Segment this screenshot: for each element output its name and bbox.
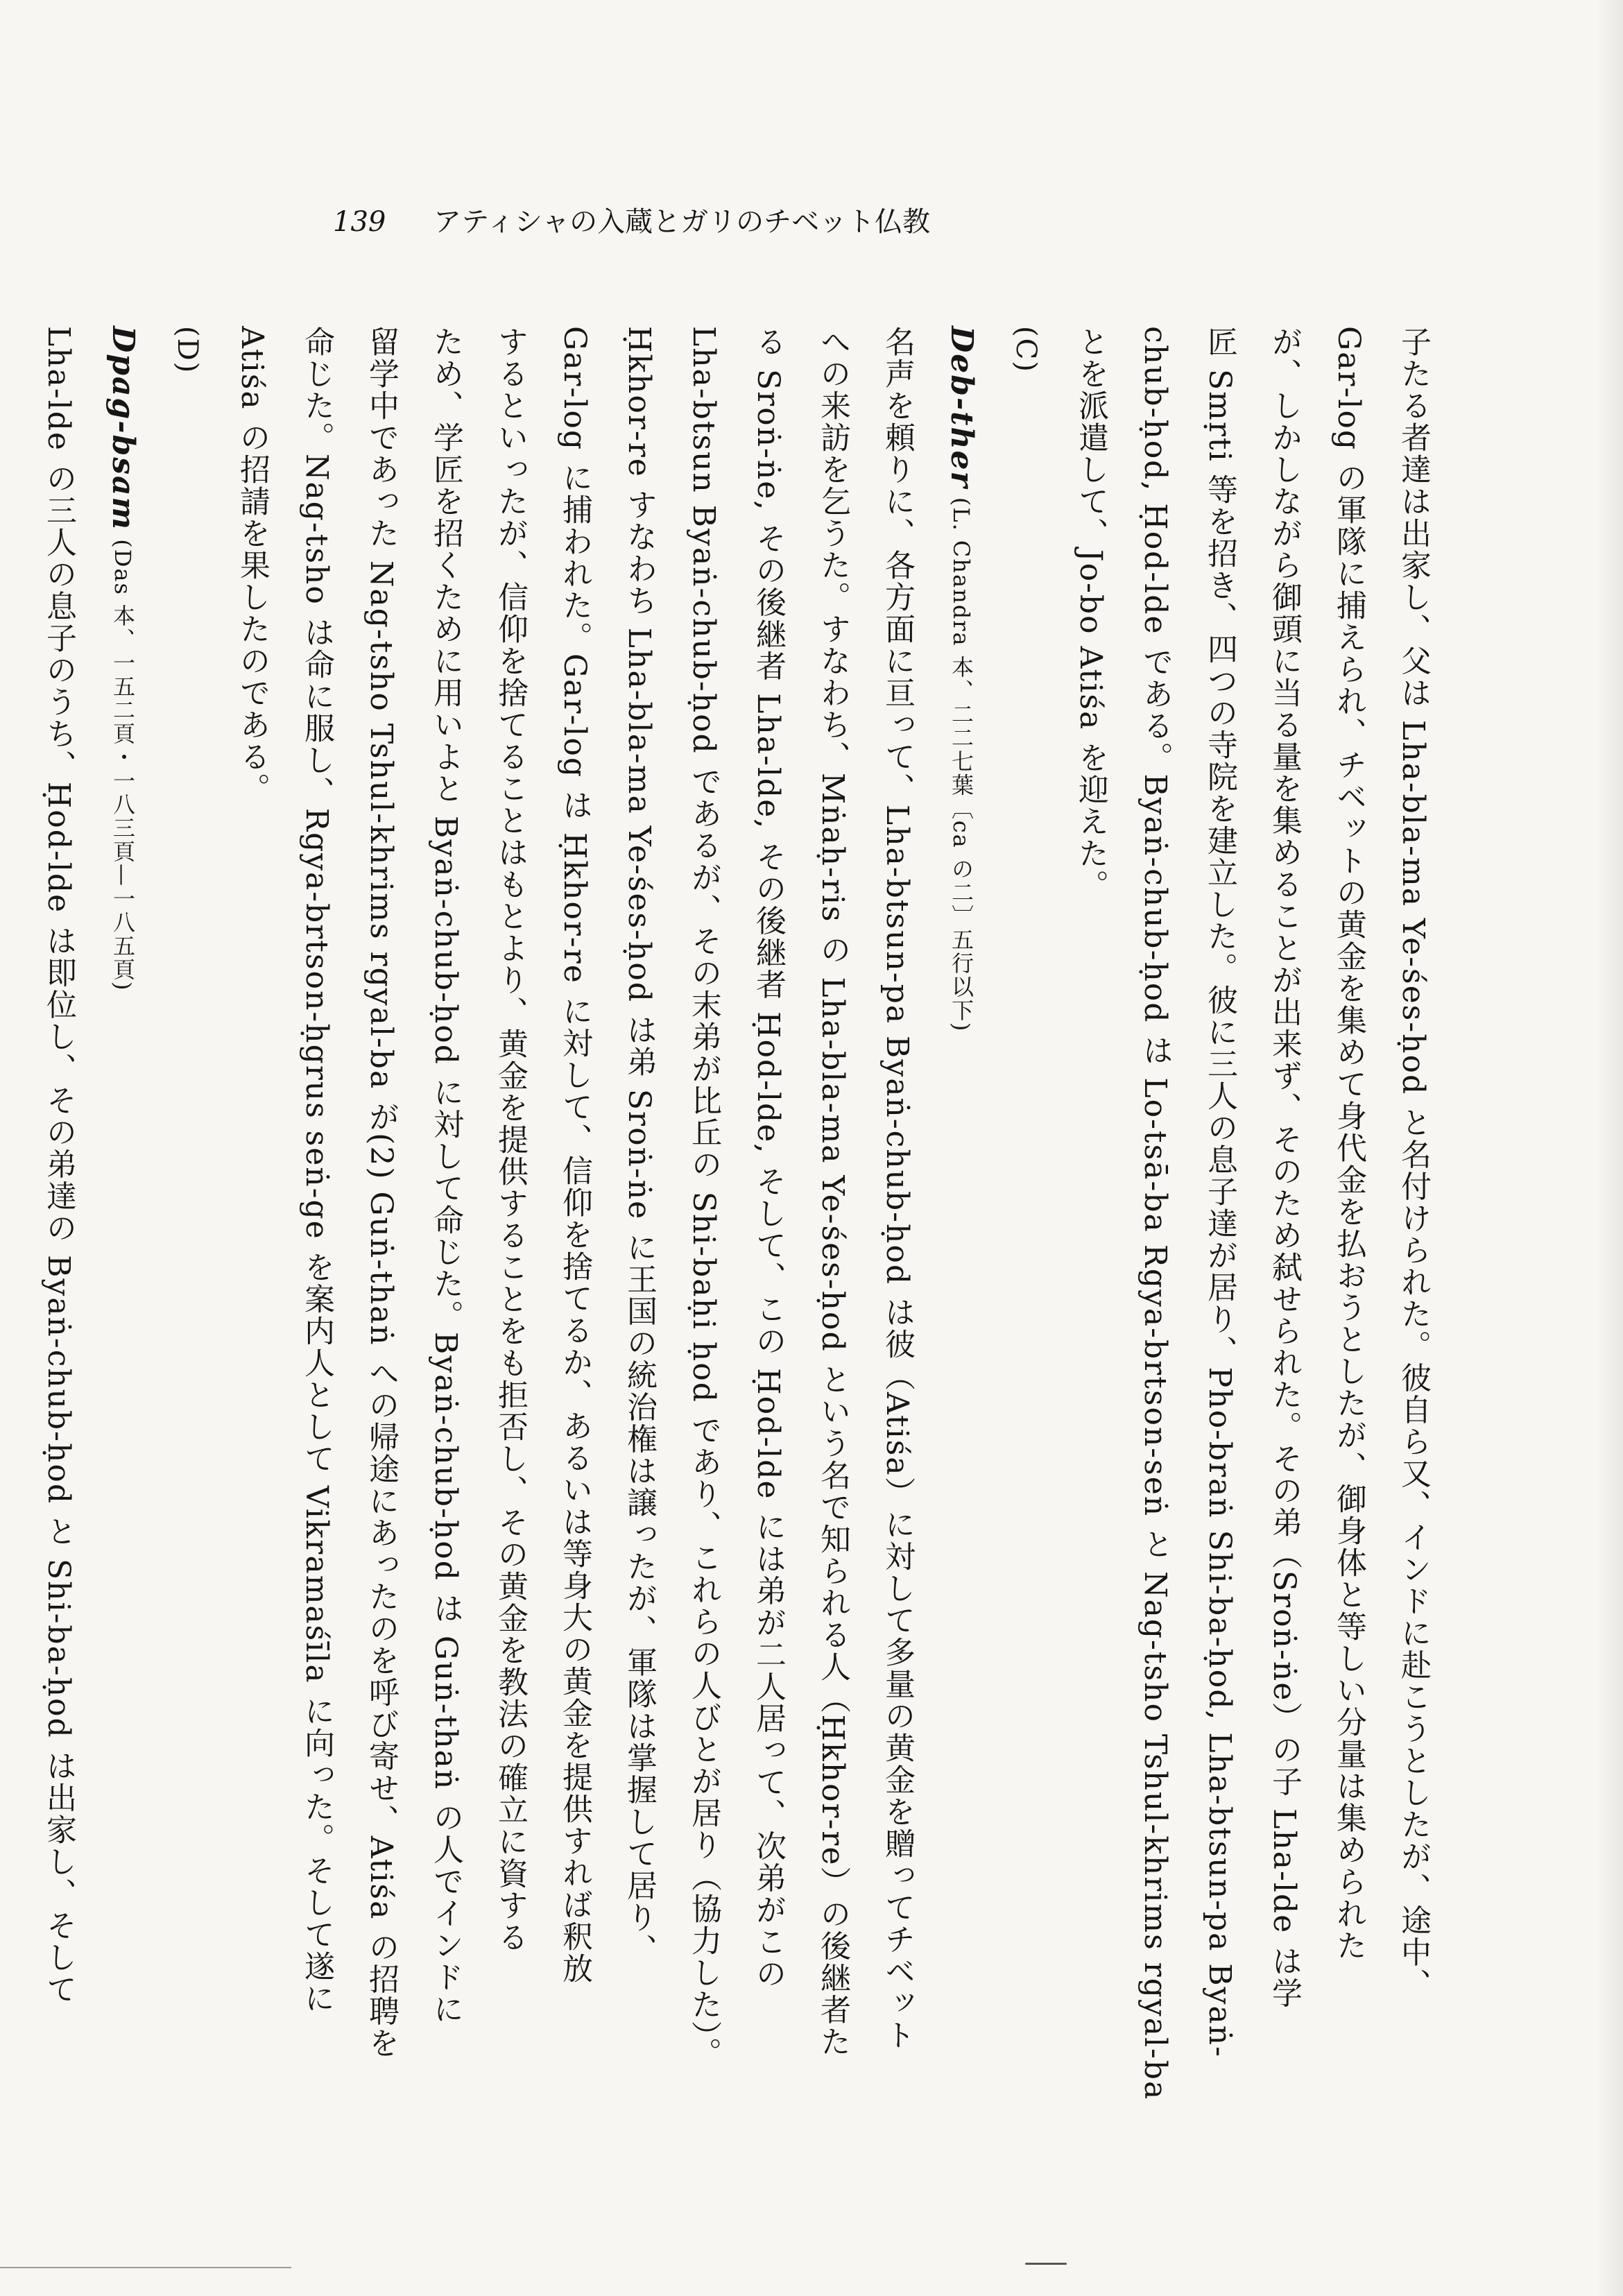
text-column: Atiśa の招請を果したのである。 (234, 326, 270, 805)
running-head (333, 201, 957, 243)
body-text (41, 326, 1436, 2101)
text-column: ため、学匠を招くために用いよと Byaṅ-chub-ḥod に対して命じた。Byaṅ-chub-ḥod は Guṅ-thaṅ の人でインドに (428, 326, 463, 2025)
text-column: 子たる者達は出家し、父は Lha-bla-ma Ye-śes-ḥod と名付けられた。彼自ら又、インドに赴こうとしたが、途中、 (1396, 326, 1431, 2001)
text-column: Gar-log に捕われた。Gar-log は Ḥkhor-re に対して、信仰を捨てるか、あるいは等身大の黄金を提供すれば釈放 (557, 326, 592, 1985)
text-column: とを派遣して、Jo-bo Atiśa を迎えた。 (1073, 326, 1108, 902)
scan-edge (1597, 0, 1623, 2296)
source-ref: (L. Chandra 本、二二七葉〔ca の二〕五行以下) (948, 488, 974, 1033)
source-citation-c (938, 326, 984, 2032)
source-ref: (Das 本、一五二頁・一八三頁—一八五頁) (110, 531, 136, 992)
text-column: への来訪を乞うた。すなわち、Mṅaḥ-ris の Lha-bla-ma Ye-śes-ḥod という名で知られる人（Ḥkhor-re）の後継者た (815, 326, 850, 2058)
text-column: 匠 Smṛti 等を招き、四つの寺院を建立した。彼に三人の息子達が居り、Pho-braṅ Shi-ba-ḥod, Lha-btsun-pa Byaṅ- (1202, 326, 1237, 2058)
text-column: Lha-lde の三人の息子のうち、Ḥod-lde は即位し、その弟達の Byaṅ-chub-ḥod と Shi-ba-ḥod は出家し、そして (41, 326, 76, 2005)
section-heading-d: (D) (171, 326, 203, 375)
text-column: chub-ḥod, Ḥod-lde である。Byaṅ-chub-ḥod は Lo-tsā-ba Rgya-brtson-seṅ と Nag-tsho Tshul-khrims rgyal-ba (1137, 326, 1173, 2101)
page-number: 139 (333, 206, 386, 238)
text-column: Lha-btsun Byaṅ-chub-ḥod であるが、その末弟が比丘の Shi-baḥi ḥod であり、これらの人びとが居り（協力した）。 (686, 326, 721, 2069)
source-title: Dpag-bsam (105, 326, 141, 531)
text-column: 名声を頼りに、各方面に亘って、Lha-btsun-pa Byaṅ-chub-ḥod は彼（Atiśa）に対して多量の黄金を贈ってチベット (879, 326, 915, 2051)
source-citation-d (100, 326, 146, 2032)
scan-rule (0, 2267, 291, 2268)
text-column: 命じた。Nag-tsho は命に服し、Rgya-brtson-ḥgrus seṅ-ge を案内人として Vikramaśīla に向った。そして遂に (299, 326, 334, 2014)
scan-mark (1025, 2263, 1067, 2265)
text-column: Gar-log の軍隊に捕えられ、チベットの黄金を集めて身代金を払おうとしたが、御身体と等しい分量は集められた (1331, 326, 1366, 1962)
running-title: アティシャの入蔵とガリのチベット仏教 (433, 206, 931, 238)
text-column: 留学中であった Nag-tsho Tshul-khrims rgyal-ba が(2) Guṅ-thaṅ への帰途にあったのを呼び寄せ、Atiśa の招聘を (363, 326, 399, 2059)
text-column: が、しかしながら御頭に当る量を集めることが出来ず、そのため弑せられた。その弟（Sroṅ-ṅe）の子 Lha-lde は学 (1266, 326, 1302, 2010)
text-column: するといったが、信仰を捨てることはもとより、黄金を提供することをも拒否し、その黄金を教法の確立に資する (492, 326, 528, 1953)
text-column: Ḥkhor-re すなわち Lha-bla-ma Ye-śes-ḥod は弟 Sroṅ-ṅe に王国の統治権は譲ったが、軍隊は掌握して居り、 (621, 326, 657, 1966)
text-column: る Sroṅ-ṅe, その後継者 Lha-lde, その後継者 Ḥod-lde, そして、この Ḥod-lde には弟が二人居って、次弟がこの (750, 326, 786, 1990)
section-heading-c: (C) (1010, 326, 1042, 373)
source-title: Deb-ther (944, 326, 979, 489)
